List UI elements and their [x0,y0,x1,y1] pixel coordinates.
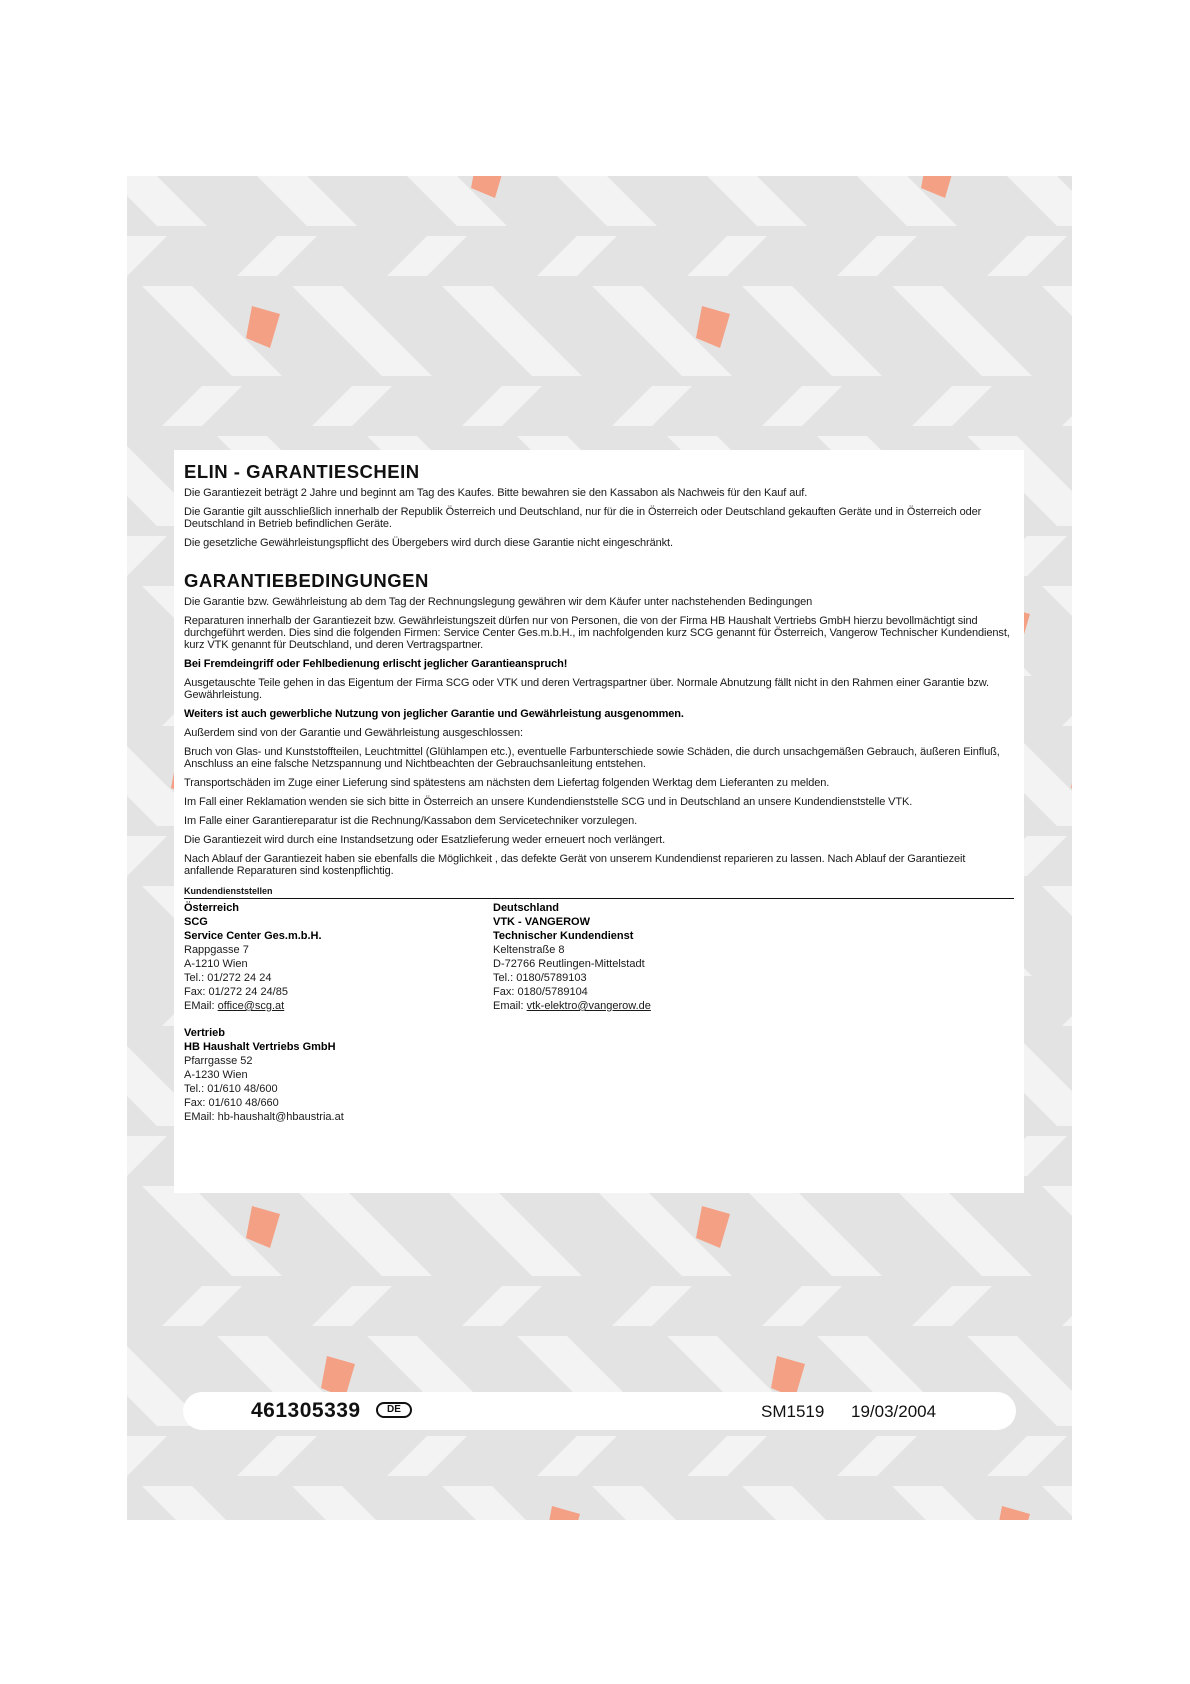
pattern-stripe [162,386,242,426]
pattern-stripe [837,1436,917,1476]
document-footer [183,1392,1016,1430]
pattern-stripe [1042,1486,1072,1520]
pattern-stripe [742,1486,882,1520]
document-number: 461305339 [251,1399,361,1422]
pattern-stripe [292,1186,432,1276]
phone: Tel.: 01/610 48/600 [184,1083,278,1095]
pattern-stripe [127,1436,167,1476]
street: Pfarrgasse 52 [184,1055,253,1067]
model-code: SM1519 [761,1402,825,1421]
pattern-stripe [127,536,167,576]
email-row [184,999,493,1013]
pattern-stripe [1062,386,1072,426]
service-center-germany [493,901,802,1013]
pattern-stripe [127,836,167,876]
company-short: VTK - VANGEROW [493,916,590,928]
distribution-label: Vertrieb [184,1027,225,1039]
pattern-stripe [1062,1286,1072,1326]
pattern-stripe [142,1486,282,1520]
fax: Fax: 01/272 24 24/85 [184,986,288,998]
pattern-stripe [1062,686,1072,726]
pattern-stripe [837,236,917,276]
city: A-1230 Wien [184,1069,248,1081]
pattern-stripe [127,236,167,276]
street: Rappgasse 7 [184,944,249,956]
pattern-stripe [442,1186,582,1276]
conditions-paragraph: Nach Ablauf der Garantiezeit haben sie ebenfalls die Möglichkeit , das defekte Gerät von unserem Kundendienst reparieren zu lassen. Nach Ablauf der Garantiezeit anfallende Reparaturen sind kostenpflichtig. [184,853,966,877]
pattern-stripe [442,286,582,376]
pattern-stripe [1042,286,1072,376]
pattern-stripe [312,1286,392,1326]
pattern-accent [246,1206,280,1248]
warranty-paragraph: Die gesetzliche Gewährleistungspflicht des Übergebers wird durch diese Garantie nicht eingeschränkt. [184,537,673,549]
pattern-stripe [1042,586,1072,676]
pattern-stripe [387,236,467,276]
pattern-stripe [742,1186,882,1276]
pattern-stripe [462,1286,542,1326]
country-badge: DE [376,1402,412,1418]
conditions-paragraph: Im Fall einer Reklamation wenden sie sich bitte in Österreich an unsere Kundendienststelle SCG und in Deutschland an unsere Kundendienststelle VTK. [184,796,913,808]
pattern-stripe [162,1286,242,1326]
city: D-72766 Reutlingen-Mittelstadt [493,958,645,970]
conditions-warning: Weiters ist auch gewerbliche Nutzung von jeglicher Garantie und Gewährleistung ausgenommen. [184,708,684,720]
pattern-stripe [537,236,617,276]
fax: Fax: 01/610 48/660 [184,1097,279,1109]
pattern-accent [696,306,730,348]
pattern-accent [696,1206,730,1248]
company-short: SCG [184,916,208,928]
pattern-stripe [292,286,432,376]
country-name: Österreich [184,902,240,914]
email: EMail: hb-haushalt@hbaustria.at [184,1111,344,1123]
warranty-card [174,450,1024,1193]
pattern-stripe [612,386,692,426]
distribution-block [184,1026,1014,1124]
company-name: Technischer Kundendienst [493,930,634,942]
pattern-stripe [517,176,657,226]
service-center-austria [184,901,493,1013]
street: Keltenstraße 8 [493,944,565,956]
company-name: HB Haushalt Vertriebs GmbH [184,1041,336,1053]
warranty-paragraph: Die Garantiezeit beträgt 2 Jahre und beginnt am Tag des Kaufes. Bitte bewahren sie den Kassabon als Nachweis für den Kauf auf. [184,487,808,499]
conditions-paragraph: Reparaturen innerhalb der Garantiezeit bzw. Gewährleistungszeit dürfen nur von Personen, die von der Firma HB Haushalt Vertriebs GmbH hierzu bevollmächtigt sind durchgeführt werden. Dies sind die folgenden Firmen: Service Center Ges.m.b.H., im nachfolgenden kurz SCG genannt für Österreich, Vangerow Technischer Kundendienst, kurz VTK genannt für Deutschland, und deren Vertragspartner. [184,615,1010,651]
pattern-stripe [237,236,317,276]
pattern-stripe [237,1436,317,1476]
pattern-stripe [127,176,207,226]
pattern-stripe [892,286,1032,376]
pattern-stripe [912,386,992,426]
phone: Tel.: 0180/5789103 [493,972,587,984]
pattern-stripe [687,236,767,276]
pattern-stripe [1042,1186,1072,1276]
pattern-stripe [987,236,1067,276]
warranty-paragraph: Die Garantie gilt ausschließlich innerhalb der Republik Österreich und Deutschland, nur für die in Österreich oder Deutschland gekauften Geräte und in Österreich oder Deutschland in Betrieb befindlichen Geräte. [184,506,982,530]
conditions-paragraph: Die Garantiezeit wird durch eine Instandsetzung oder Esatzlieferung weder erneuert noch verlängert. [184,834,666,846]
document-date: 19/03/2004 [851,1402,937,1421]
pattern-accent [921,176,955,198]
email-label: Email: [493,1000,524,1012]
pattern-stripe [462,386,542,426]
country-name: Deutschland [493,902,560,914]
conditions-paragraph: Ausgetauschte Teile gehen in das Eigentum der Firma SCG oder VTK und deren Vertragspartner über. Normale Abnutzung fällt nicht in den Rahmen einer Garantie bzw. Gewährleistung. [184,677,989,701]
pattern-stripe [1062,986,1072,1026]
pattern-stripe [987,1436,1067,1476]
pattern-stripe [292,1486,432,1520]
warranty-title: ELIN - GARANTIESCHEIN [184,461,420,482]
pattern-stripe [912,1286,992,1326]
fax: Fax: 0180/5789104 [493,986,588,998]
pattern-stripe [667,176,807,226]
service-centers [184,901,1014,1013]
pattern-accent [246,306,280,348]
conditions-paragraph: Außerdem sind von der Garantie und Gewährleistung ausgeschlossen: [184,727,523,739]
pattern-stripe [742,286,882,376]
conditions-paragraph: Im Falle einer Garantiereparatur ist die Rechnung/Kassabon dem Servicetechniker vorzulegen. [184,815,638,827]
email-link[interactable]: office@scg.at [217,1000,285,1012]
pattern-stripe [387,1436,467,1476]
company-name: Service Center Ges.m.b.H. [184,930,322,942]
email-label: EMail: [184,1000,215,1012]
conditions-warning: Bei Fremdeingriff oder Fehlbedienung erlischt jeglicher Garantieanspruch! [184,658,568,670]
pattern-stripe [762,1286,842,1326]
pattern-stripe [127,1136,167,1176]
conditions-title: GARANTIEBEDINGUNGEN [184,570,429,591]
pattern-stripe [1042,886,1072,976]
phone: Tel.: 01/272 24 24 [184,972,272,984]
pattern-stripe [892,1186,1032,1276]
pattern-stripe [592,1486,732,1520]
pattern-accent [546,1506,580,1520]
email-link[interactable]: vtk-elektro@vangerow.de [526,1000,651,1012]
pattern-accent [996,1506,1030,1520]
conditions-paragraph: Bruch von Glas- und Kunststoffteilen, Leuchtmittel (Glühlampen etc.), eventuelle Farbunterschiede sowie Schäden, die durch unsachgemäßen Gebrauch, äußeren Einfluß, Anschluss an eine falsche Netzspannung und Nichtbeachten der Gebrauchsanleitung entstehen. [184,746,1000,770]
conditions-paragraph: Die Garantie bzw. Gewährleistung ab dem Tag der Rechnungslegung gewähren wir dem Käufer unter nachstehenden Bedingungen [184,596,813,608]
service-centers-label: Kundendienststellen [184,886,1014,899]
pattern-stripe [687,1436,767,1476]
city: A-1210 Wien [184,958,248,970]
pattern-stripe [537,1436,617,1476]
pattern-stripe [312,386,392,426]
pattern-stripe [762,386,842,426]
pattern-stripe [217,176,357,226]
email-row [493,999,802,1013]
pattern-accent [471,176,505,198]
conditions-paragraph: Transportschäden im Zuge einer Lieferung sind spätestens am nächsten dem Liefertag folgenden Werktag dem Lieferanten zu melden. [184,777,830,789]
pattern-stripe [967,176,1072,226]
pattern-stripe [612,1286,692,1326]
